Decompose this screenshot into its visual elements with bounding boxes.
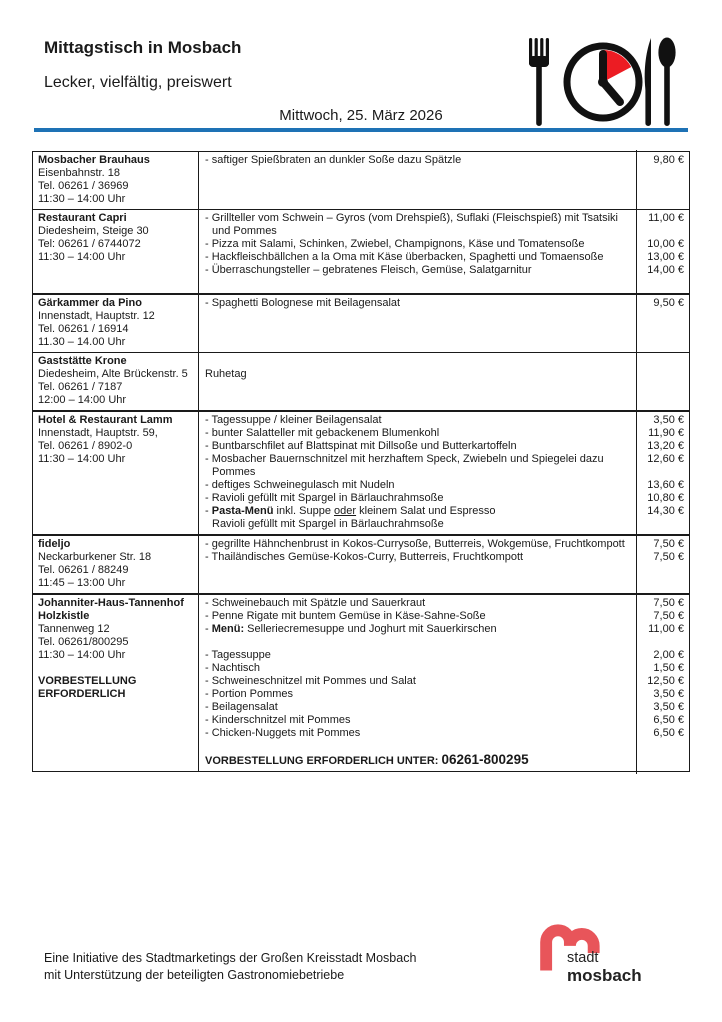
price-cell: 13,00 € bbox=[647, 251, 684, 263]
city-logo bbox=[537, 916, 677, 1000]
restaurant-info-line: Restaurant Capri bbox=[38, 212, 127, 224]
footer-line-1: Eine Initiative des Stadtmarketings der Großen Kreisstadt Mosbach bbox=[44, 951, 417, 965]
restaurant-row bbox=[33, 293, 689, 352]
menu-item-row bbox=[199, 753, 689, 768]
restaurant-info-line: VORBESTELLUNG bbox=[38, 675, 137, 687]
restaurant-info-line: Innenstadt, Hauptstr. 59, bbox=[38, 427, 158, 439]
restaurant-info-line: Innenstadt, Hauptstr. 12 bbox=[38, 310, 155, 322]
menu-item-text: - Thailändisches Gemüse-Kokos-Curry, Butterreis, Fruchtkompott bbox=[205, 551, 524, 563]
dishes-cell bbox=[199, 210, 689, 293]
menu-item-row bbox=[199, 453, 689, 479]
menu-item-text: - Menü: Selleriecremesuppe und Joghurt mit Sauerkirschen bbox=[205, 623, 497, 635]
menu-item-row bbox=[199, 727, 689, 740]
menu-item-row bbox=[199, 610, 689, 623]
dishes-cell bbox=[199, 152, 689, 209]
menu-item-text: - Tagessuppe bbox=[205, 649, 271, 661]
restaurant-row bbox=[33, 534, 689, 593]
menu-item-text: - Grillteller vom Schwein – Gyros (vom Drehspieß), Suflaki (Fleischspieß) mit Tsatsiki und Pommes bbox=[205, 212, 618, 237]
menu-item-text: - Pasta-Menü inkl. Suppe oder kleinem Salat und Espresso Ravioli gefüllt mit Spargel in Bärlauchrahmsoße bbox=[205, 505, 496, 530]
menu-item-text: - Tagessuppe / kleiner Beilagensalat bbox=[205, 414, 382, 426]
price-cell: 11,00 € bbox=[648, 212, 684, 224]
menu-date: Mittwoch, 25. März 2026 bbox=[279, 107, 443, 124]
menu-item-text: - Spaghetti Bolognese mit Beilagensalat bbox=[205, 297, 401, 309]
restaurant-info-line: Tannenweg 12 bbox=[38, 623, 110, 635]
footer-text bbox=[44, 950, 416, 984]
menu-item-text: - Portion Pommes bbox=[205, 688, 294, 700]
price-cell: 1,50 € bbox=[653, 662, 684, 674]
restaurant-info-line: Gärkammer da Pino bbox=[38, 297, 142, 309]
price-cell: 11,90 € bbox=[648, 427, 684, 439]
menu-item-row bbox=[199, 551, 689, 564]
menu-item-row bbox=[199, 597, 689, 610]
menu-item-text: - Mosbacher Bauernschnitzel mit herzhaftem Speck, Zwiebeln und Spiegelei dazu Pommes bbox=[205, 453, 604, 478]
restaurant-info-line: 11.30 – 14.00 Uhr bbox=[38, 336, 126, 348]
restaurant-info-cell bbox=[33, 210, 199, 293]
menu-item-text: - saftiger Spießbraten an dunkler Soße dazu Spätzle bbox=[205, 154, 462, 166]
menu-item-row bbox=[199, 701, 689, 714]
restaurant-info-line: 11:30 – 14:00 Uhr bbox=[38, 453, 126, 465]
restaurant-row bbox=[33, 410, 689, 534]
menu-item-text: - Pizza mit Salami, Schinken, Zwiebel, Champignons, Käse und Tomatensoße bbox=[205, 238, 585, 250]
menu-item-row bbox=[199, 297, 689, 310]
restaurant-info-cell bbox=[33, 412, 199, 534]
restaurant-info-line: 11:30 – 14:00 Uhr bbox=[38, 193, 126, 205]
menu-item-row bbox=[199, 440, 689, 453]
price-cell: 7,50 € bbox=[653, 538, 684, 550]
restaurant-info-line: 11:30 – 14:00 Uhr bbox=[38, 649, 126, 661]
fork-icon bbox=[529, 38, 549, 126]
price-cell: 9,50 € bbox=[653, 297, 684, 309]
price-cell: 3,50 € bbox=[653, 701, 684, 713]
menu-item-row bbox=[199, 649, 689, 662]
restaurant-info-cell bbox=[33, 595, 199, 771]
menu-item-row bbox=[199, 251, 689, 264]
restaurant-info-line: Neckarburkener Str. 18 bbox=[38, 551, 152, 563]
price-cell: 7,50 € bbox=[653, 551, 684, 563]
page-title: Mittagstisch in Mosbach bbox=[44, 38, 242, 57]
restaurant-row bbox=[33, 209, 689, 293]
knife-icon bbox=[645, 38, 651, 126]
menu-item-row bbox=[199, 662, 689, 675]
menu-item-text: - Buntbarschfilet auf Blattspinat mit Dillsoße und Butterkartoffeln bbox=[205, 440, 517, 452]
menu-item-text: - bunter Salatteller mit gebackenem Blumenkohl bbox=[205, 427, 440, 439]
menu-item-row bbox=[199, 277, 689, 290]
dishes-cell bbox=[199, 412, 689, 534]
price-cell: 13,20 € bbox=[647, 440, 684, 452]
restaurant-info-line: Tel: 06261 / 6744072 bbox=[38, 238, 141, 250]
menu-item-row bbox=[199, 212, 689, 238]
price-cell: 10,00 € bbox=[647, 238, 684, 250]
menu-item-text: - Überraschungsteller – gebratenes Fleisch, Gemüse, Salatgarnitur bbox=[205, 264, 532, 276]
restaurant-info-cell bbox=[33, 152, 199, 209]
city-logo-stadt: stadt bbox=[567, 950, 599, 966]
restaurant-info-line: Tel. 06261 / 36969 bbox=[38, 180, 129, 192]
restaurant-info-line: 11:30 – 14:00 Uhr bbox=[38, 251, 126, 263]
price-cell: 3,50 € bbox=[653, 414, 684, 426]
restaurant-info-line: Diedesheim, Steige 30 bbox=[38, 225, 149, 237]
dishes-cell bbox=[199, 536, 689, 593]
restaurant-info-line: Eisenbahnstr. 18 bbox=[38, 167, 120, 179]
menu-item-text bbox=[199, 355, 689, 368]
price-cell: 14,00 € bbox=[647, 264, 684, 276]
restaurant-info-line: Tel. 06261 / 8902-0 bbox=[38, 440, 133, 452]
cutlery-clock-icon bbox=[524, 36, 682, 130]
menu-item-text: - Schweineschnitzel mit Pommes und Salat bbox=[205, 675, 416, 687]
restaurant-info-line: Hotel & Restaurant Lamm bbox=[38, 414, 173, 426]
dishes-cell bbox=[199, 353, 689, 410]
spoon-icon bbox=[658, 38, 675, 127]
menu-item-row bbox=[199, 238, 689, 251]
meal-time-logo bbox=[524, 36, 682, 130]
price-cell: 6,50 € bbox=[653, 727, 684, 739]
restaurant-info-line: Mosbacher Brauhaus bbox=[38, 154, 150, 166]
restaurant-info-line bbox=[38, 662, 194, 675]
restaurant-info-line: Johanniter-Haus-Tannenhof bbox=[38, 597, 184, 609]
restaurant-info-line: Tel. 06261 / 88249 bbox=[38, 564, 129, 576]
price-cell: 13,60 € bbox=[647, 479, 684, 491]
menu-item-text: - Kinderschnitzel mit Pommes bbox=[205, 714, 351, 726]
menu-item-text: - deftiges Schweinegulasch mit Nudeln bbox=[205, 479, 395, 491]
clock-plate-icon bbox=[567, 46, 639, 118]
restaurant-info-cell bbox=[33, 295, 199, 352]
footer-line-2: mit Unterstützung der beteiligten Gastronomiebetriebe bbox=[44, 968, 345, 982]
menu-item-row bbox=[199, 492, 689, 505]
menu-item-text: - Beilagensalat bbox=[205, 701, 278, 713]
menu-item-text bbox=[199, 636, 689, 649]
restaurant-row bbox=[33, 152, 689, 209]
price-cell: 14,30 € bbox=[647, 505, 684, 517]
restaurant-info-cell bbox=[33, 536, 199, 593]
menu-item-text: - gegrillte Hähnchenbrust in Kokos-Currysoße, Butterreis, Wokgemüse, Fruchtkompott bbox=[205, 538, 625, 550]
menu-item-row bbox=[199, 623, 689, 636]
restaurant-info-line: 12:00 – 14:00 Uhr bbox=[38, 394, 127, 406]
menu-item-text: - Penne Rigate mit buntem Gemüse in Käse-Sahne-Soße bbox=[205, 610, 486, 622]
menu-item-text: - Chicken-Nuggets mit Pommes bbox=[205, 727, 361, 739]
price-cell: 7,50 € bbox=[653, 597, 684, 609]
restaurant-info-line: Diedesheim, Alte Brückenstr. 5 bbox=[38, 368, 188, 380]
menu-item-row bbox=[199, 479, 689, 492]
restaurant-info-line: Tel. 06261 / 16914 bbox=[38, 323, 129, 335]
menu-item-row bbox=[199, 538, 689, 551]
restaurant-info-line: Tel. 06261/800295 bbox=[38, 636, 129, 648]
restaurant-info-line: 11:45 – 13:00 Uhr bbox=[38, 577, 126, 589]
restaurant-row bbox=[33, 352, 689, 410]
menu-item-row bbox=[199, 154, 689, 167]
menu-item-text: VORBESTELLUNG ERFORDERLICH UNTER: 06261-800295 bbox=[205, 752, 529, 767]
restaurant-info-line: ERFORDERLICH bbox=[38, 688, 126, 700]
menu-item-row bbox=[199, 368, 689, 381]
price-cell: 6,50 € bbox=[653, 714, 684, 726]
menu-table bbox=[32, 151, 690, 772]
menu-item-text: - Nachtisch bbox=[205, 662, 261, 674]
menu-item-row bbox=[199, 427, 689, 440]
menu-item-row bbox=[199, 264, 689, 277]
menu-item-row bbox=[199, 675, 689, 688]
price-cell: 7,50 € bbox=[653, 610, 684, 622]
menu-item-row bbox=[199, 505, 689, 531]
restaurant-info-line: fideljo bbox=[38, 538, 71, 550]
restaurant-info-line: Gaststätte Krone bbox=[38, 355, 127, 367]
menu-item-row bbox=[199, 636, 689, 649]
price-cell: 12,60 € bbox=[647, 453, 684, 465]
price-cell: 10,80 € bbox=[647, 492, 684, 504]
menu-item-text: - Schweinebauch mit Spätzle und Sauerkraut bbox=[205, 597, 426, 609]
restaurant-info-line: Holzkistle bbox=[38, 610, 90, 622]
dishes-cell bbox=[199, 595, 689, 771]
dishes-cell bbox=[199, 295, 689, 352]
price-cell: 11,00 € bbox=[648, 623, 684, 635]
page-subtitle: Lecker, vielfältig, preiswert bbox=[44, 74, 232, 91]
menu-item-text bbox=[199, 277, 689, 290]
price-cell: 12,50 € bbox=[647, 675, 684, 687]
price-cell: 9,80 € bbox=[653, 154, 684, 166]
menu-item-text: - Hackfleischbällchen a la Oma mit Käse überbacken, Spaghetti und Tomaensoße bbox=[205, 251, 604, 263]
price-cell: 2,00 € bbox=[653, 649, 684, 661]
restaurant-info-cell bbox=[33, 353, 199, 410]
menu-item-text: - Ravioli gefüllt mit Spargel in Bärlauchrahmsoße bbox=[205, 492, 444, 504]
restaurant-info-line: Tel. 06261 / 7187 bbox=[38, 381, 123, 393]
menu-item-row bbox=[199, 414, 689, 427]
city-logo-mosbach: mosbach bbox=[567, 966, 642, 985]
restaurant-row bbox=[33, 593, 689, 771]
menu-item-text: Ruhetag bbox=[205, 368, 247, 380]
menu-item-row bbox=[199, 688, 689, 701]
price-cell: 3,50 € bbox=[653, 688, 684, 700]
menu-item-row bbox=[199, 714, 689, 727]
menu-item-row bbox=[199, 355, 689, 368]
